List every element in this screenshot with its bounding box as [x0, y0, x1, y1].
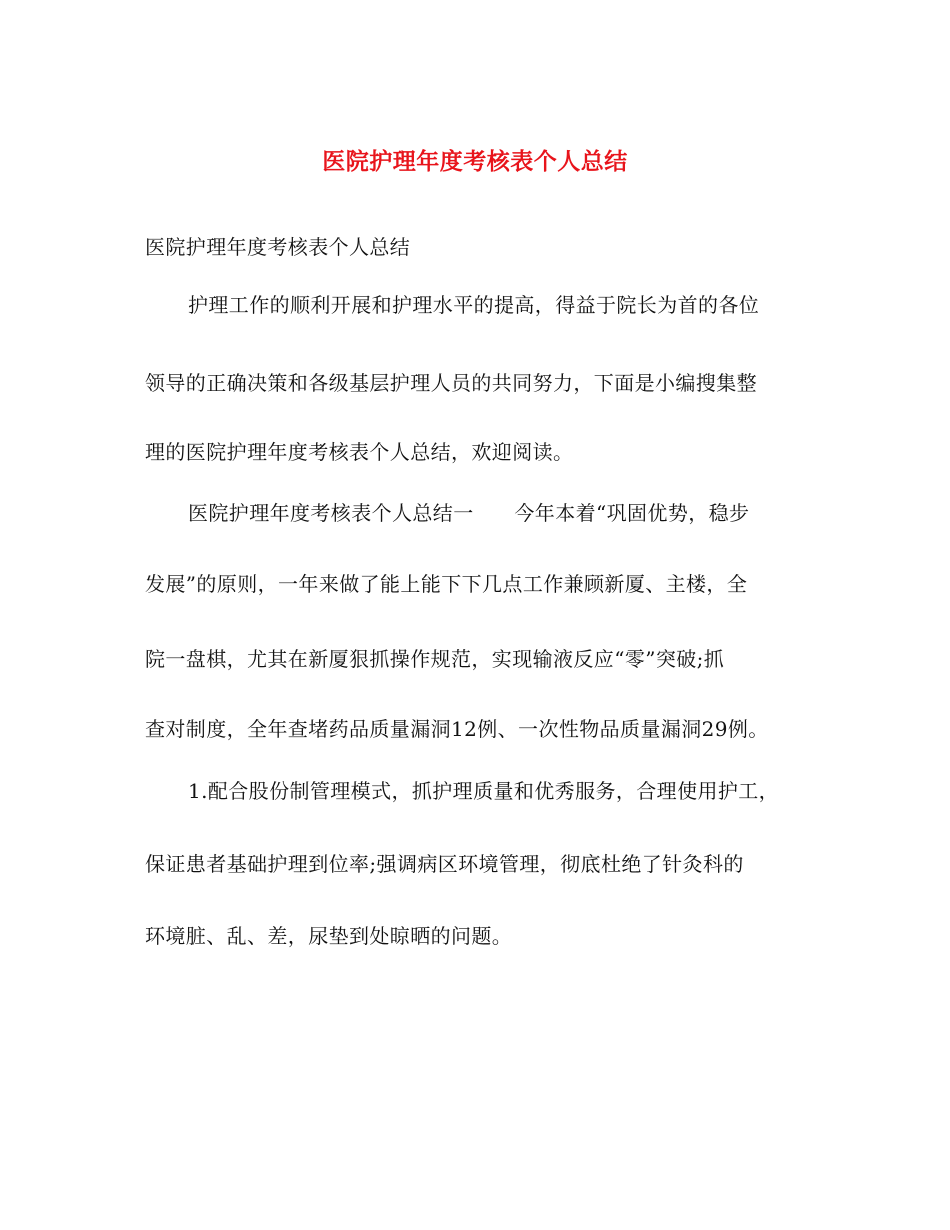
paragraph-line: 护理工作的顺利开展和护理水平的提高，得益于院长为首的各位 [188, 293, 760, 317]
paragraph-line: 理的医院护理年度考核表个人总结，欢迎阅读。 [145, 440, 574, 464]
paragraph-line: 领导的正确决策和各级基层护理人员的共同努力，下面是小编搜集整 [145, 371, 757, 395]
document-title: 医院护理年度考核表个人总结 [322, 148, 628, 175]
paragraph-line: 院一盘棋，尤其在新厦狠抓操作规范，实现输液反应“零”突破;抓 [145, 647, 725, 671]
paragraph-line: 环境脏、乱、差，尿垫到处晾晒的问题。 [145, 924, 513, 948]
paragraph-line: 发展”的原则，一年来做了能上能下下几点工作兼顾新厦、主楼，全 [145, 572, 748, 596]
paragraph-line: 保证患者基础护理到位率;强调病区环境管理，彻底杜绝了针灸科的 [145, 852, 744, 876]
subtitle: 医院护理年度考核表个人总结 [145, 235, 411, 259]
paragraph-line: 查对制度，全年查堵药品质量漏洞12例、一次性物品质量漏洞29例。 [145, 717, 769, 741]
paragraph-line: 1.配合股份制管理模式，抓护理质量和优秀服务，合理使用护工， [188, 779, 780, 803]
paragraph-line: 医院护理年度考核表个人总结一 今年本着“巩固优势，稳步 [188, 501, 750, 525]
